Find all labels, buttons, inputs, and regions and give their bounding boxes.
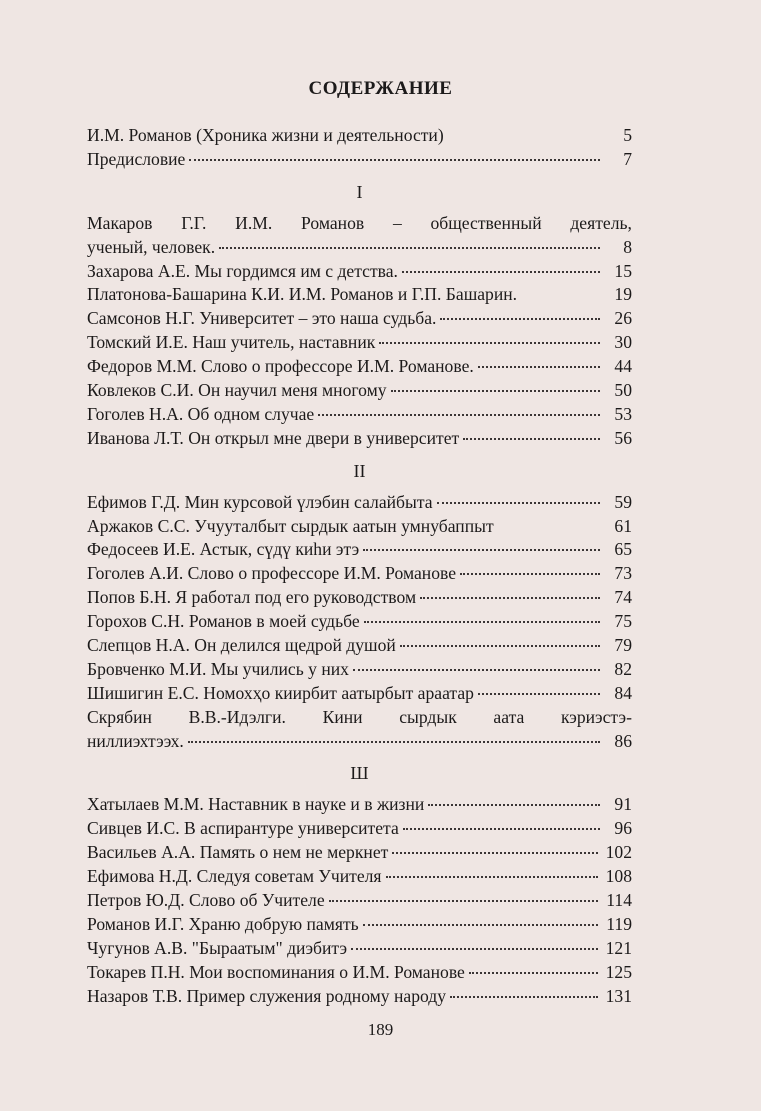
toc-entry-page: 65 bbox=[614, 539, 632, 560]
toc-entry-page: 108 bbox=[605, 866, 632, 887]
dot-leader bbox=[363, 924, 599, 926]
toc-entry bbox=[87, 889, 632, 913]
toc-entry-page: 26 bbox=[614, 308, 632, 329]
dot-leader bbox=[420, 597, 600, 599]
toc-entry bbox=[87, 124, 632, 148]
toc-entry-first-line bbox=[87, 212, 632, 236]
toc-entry-title: Федоров М.М. Слово о профессоре И.М. Романове. bbox=[87, 356, 474, 377]
toc-entry-title: Романов И.Г. Храню добрую память bbox=[87, 913, 359, 934]
dot-leader bbox=[478, 693, 600, 695]
toc-entry bbox=[87, 913, 632, 937]
toc-entry-title: Токарев П.Н. Мои воспоминания о И.М. Романове bbox=[87, 961, 465, 982]
toc-entry bbox=[87, 682, 632, 706]
toc-entry-title: Назаров Т.В. Пример служения родному народу bbox=[87, 985, 447, 1006]
toc-entry-page: 121 bbox=[605, 937, 632, 958]
toc-entry-page: 8 bbox=[623, 236, 632, 257]
dot-leader bbox=[450, 996, 598, 998]
dot-leader bbox=[402, 271, 600, 273]
dot-leader bbox=[460, 573, 600, 575]
toc-entry bbox=[87, 658, 632, 682]
toc-entry bbox=[87, 538, 632, 562]
toc-entry bbox=[87, 379, 632, 403]
toc-entry-page: 30 bbox=[614, 332, 632, 353]
toc-entry bbox=[87, 562, 632, 586]
toc-entry bbox=[87, 355, 632, 379]
dot-leader bbox=[351, 948, 598, 950]
toc-entry-title: Петров Ю.Д. Слово об Учителе bbox=[87, 890, 325, 911]
toc-entry-title: Горохов С.Н. Романов в моей судьбе bbox=[87, 611, 360, 632]
toc-entry bbox=[87, 260, 632, 284]
toc-entry-page: 50 bbox=[614, 380, 632, 401]
toc-entry-title: И.М. Романов (Хроника жизни и деятельности) bbox=[87, 125, 444, 145]
toc-entry-title: ученый, человек. bbox=[87, 236, 216, 257]
toc-entry-page: 74 bbox=[614, 587, 632, 608]
toc-entry-page: 5 bbox=[623, 125, 632, 145]
toc-entry-title-line1: Макаров Г.Г. И.М. Романов – общественный деятель, bbox=[87, 212, 632, 233]
toc-entry-page: 15 bbox=[614, 260, 632, 281]
toc-entry-title: Федосеев И.Е. Астык, сүдү киһи этэ bbox=[87, 539, 360, 560]
toc-entry-page: 114 bbox=[606, 890, 632, 911]
dot-leader bbox=[188, 741, 600, 743]
toc-entry-title: Попов Б.Н. Я работал под его руководством bbox=[87, 587, 417, 608]
dot-leader bbox=[386, 876, 598, 878]
toc-entry-page: 61 bbox=[614, 515, 632, 536]
toc-entry-page: 131 bbox=[605, 985, 632, 1006]
dot-leader bbox=[478, 366, 600, 368]
toc-entry-title: Чугунов А.В. "Быраатым" диэбитэ bbox=[87, 937, 348, 958]
toc-entry-page: 125 bbox=[605, 961, 632, 982]
section-heading: I bbox=[356, 181, 363, 202]
page-title: СОДЕРЖАНИЕ bbox=[308, 78, 453, 99]
toc-entry bbox=[87, 985, 632, 1009]
toc-entry-page: 44 bbox=[614, 356, 632, 377]
section-heading: II bbox=[353, 460, 366, 481]
page-number: 189 bbox=[367, 1020, 394, 1039]
dot-leader bbox=[392, 852, 597, 854]
toc-entry-title: Гоголев А.И. Слово о профессоре И.М. Романове bbox=[87, 563, 457, 584]
toc-entry-title: Сивцев И.С. В аспирантуре университета bbox=[87, 818, 399, 839]
toc-entry-page: 53 bbox=[614, 403, 632, 424]
toc-entry-page: 19 bbox=[614, 284, 632, 305]
toc-entry-page: 86 bbox=[614, 730, 632, 751]
toc-entry bbox=[87, 307, 632, 331]
dot-leader bbox=[428, 804, 600, 806]
toc-entry bbox=[87, 730, 632, 754]
toc-entry bbox=[87, 961, 632, 985]
dot-leader bbox=[364, 621, 600, 623]
dot-leader bbox=[469, 972, 598, 974]
toc-entry-title: Васильев А.А. Память о нем не меркнет bbox=[87, 842, 389, 863]
dot-leader bbox=[219, 247, 600, 249]
toc-entry-page: 96 bbox=[614, 818, 632, 839]
toc-entry-title: Томский И.Е. Наш учитель, наставник bbox=[87, 332, 376, 353]
toc-entry bbox=[87, 634, 632, 658]
toc-entry-title: Аржаков С.С. Учууталбыт сырдык аатын умнубаппыт bbox=[87, 515, 494, 536]
toc-entry-page: 102 bbox=[605, 842, 632, 863]
table-of-contents bbox=[87, 124, 632, 1009]
dot-leader bbox=[379, 342, 600, 344]
toc-entry bbox=[87, 283, 632, 307]
toc-entry-page: 84 bbox=[614, 682, 632, 703]
toc-entry-first-line bbox=[87, 706, 632, 730]
toc-entry bbox=[87, 331, 632, 355]
toc-entry-title: Платонова-Башарина К.И. И.М. Романов и Г.П. Башарин. bbox=[87, 284, 518, 305]
toc-entry-page: 91 bbox=[614, 794, 632, 815]
toc-entry-title-line1: Скрябин В.В.-Идэлги. Кини сырдык аата кэриэстэ- bbox=[87, 706, 632, 727]
toc-entry-title: Предисловие bbox=[87, 148, 186, 169]
toc-entry-page: 79 bbox=[614, 635, 632, 656]
toc-entry bbox=[87, 515, 632, 539]
dot-leader bbox=[363, 549, 600, 551]
toc-entry bbox=[87, 236, 632, 260]
toc-entry bbox=[87, 937, 632, 961]
dot-leader bbox=[437, 502, 600, 504]
toc-entry-page: 73 bbox=[614, 563, 632, 584]
dot-leader bbox=[353, 669, 600, 671]
toc-entry bbox=[87, 610, 632, 634]
toc-entry bbox=[87, 427, 632, 451]
dot-leader bbox=[329, 900, 599, 902]
toc-entry bbox=[87, 841, 632, 865]
toc-entry-title: Ефимова Н.Д. Следуя советам Учителя bbox=[87, 866, 382, 887]
toc-entry bbox=[87, 817, 632, 841]
toc-entry-page: 7 bbox=[623, 148, 632, 169]
dot-leader bbox=[189, 159, 600, 161]
dot-leader bbox=[318, 414, 600, 416]
section-heading: Ш bbox=[350, 763, 369, 784]
toc-entry-page: 75 bbox=[614, 611, 632, 632]
toc-entry bbox=[87, 865, 632, 889]
toc-entry-title: Иванова Л.Т. Он открыл мне двери в университет bbox=[87, 427, 460, 448]
dot-leader bbox=[440, 318, 600, 320]
toc-entry-title: Ковлеков С.И. Он научил меня многому bbox=[87, 380, 387, 401]
toc-entry bbox=[87, 403, 632, 427]
toc-entry-title: Захарова А.Е. Мы гордимся им с детства. bbox=[87, 260, 398, 281]
dot-leader bbox=[391, 390, 600, 392]
dot-leader bbox=[463, 438, 600, 440]
toc-entry-title: Гоголев Н.А. Об одном случае bbox=[87, 403, 315, 424]
toc-entry bbox=[87, 586, 632, 610]
toc-entry-title: Ефимов Г.Д. Мин курсовой үлэбин салайбыта bbox=[87, 491, 433, 512]
toc-entry bbox=[87, 491, 632, 515]
toc-entry-title: Слепцов Н.А. Он делился щедрой душой bbox=[87, 635, 396, 656]
toc-entry-title: Бровченко М.И. Мы учились у них bbox=[87, 658, 349, 679]
toc-entry-title: ниллиэхтээх. bbox=[87, 730, 184, 751]
toc-entry-page: 56 bbox=[614, 427, 632, 448]
toc-entry-page: 59 bbox=[614, 491, 632, 512]
dot-leader bbox=[403, 828, 600, 830]
toc-entry-title: Шишигин Е.С. Номохҳо киирбит аатырбыт араатар bbox=[87, 682, 474, 703]
toc-entry-page: 119 bbox=[606, 913, 632, 934]
toc-entry bbox=[87, 148, 632, 172]
toc-entry bbox=[87, 793, 632, 817]
dot-leader bbox=[400, 645, 600, 647]
toc-entry-title: Хатылаев М.М. Наставник в науке и в жизни bbox=[87, 794, 425, 815]
toc-entry-title: Самсонов Н.Г. Университет – это наша судьба. bbox=[87, 308, 437, 329]
toc-entry-page: 82 bbox=[614, 658, 632, 679]
